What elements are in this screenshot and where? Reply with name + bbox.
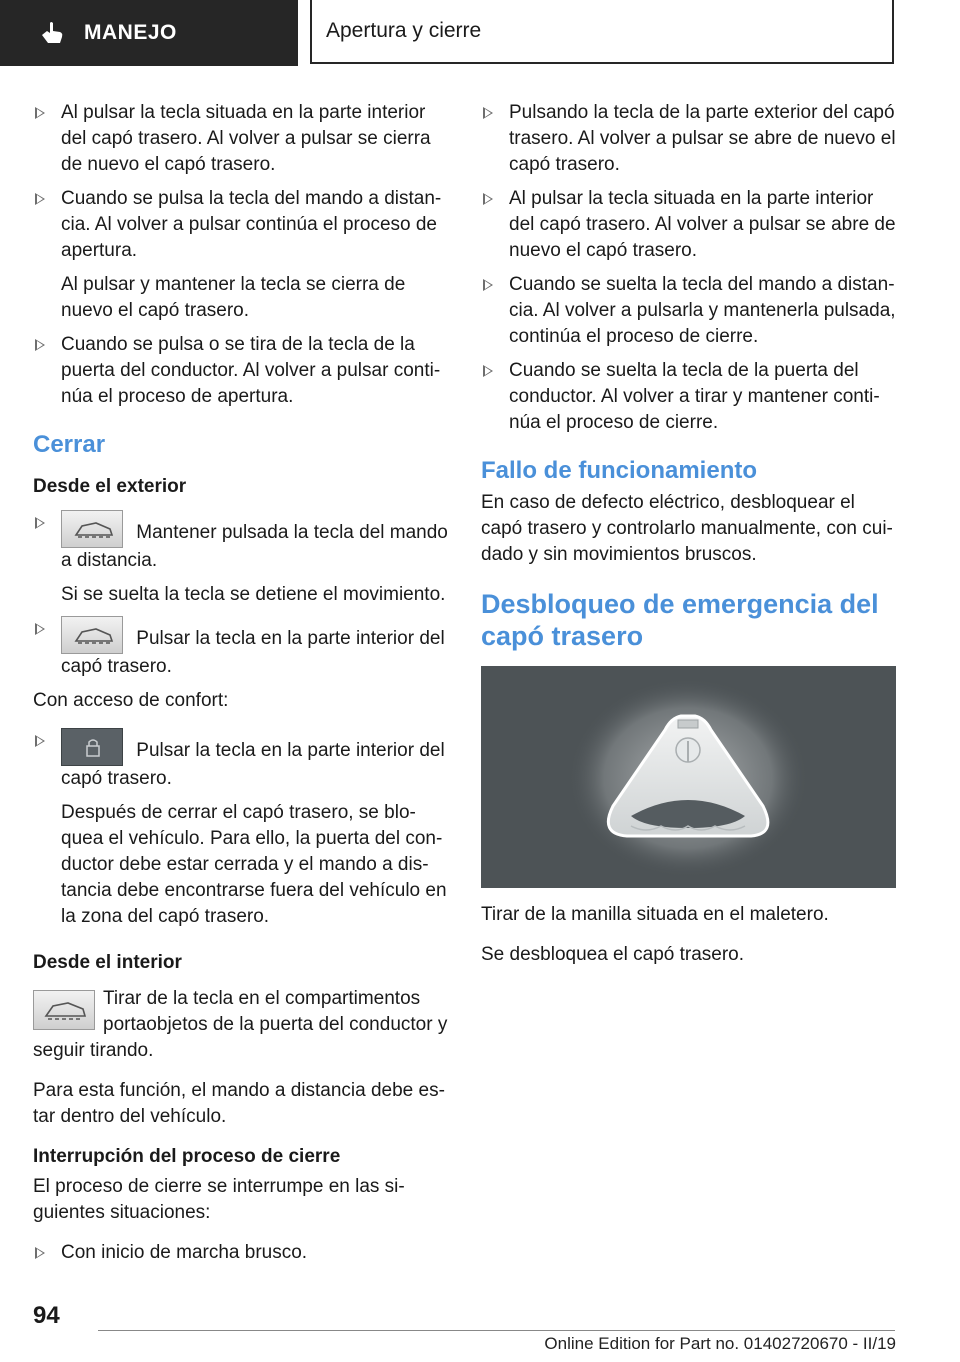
heading-interior: Desde el interior [33, 952, 182, 973]
page-footer [0, 1300, 960, 1362]
right-column [481, 100, 896, 982]
triangle-bullet-icon [483, 107, 493, 119]
list-item: Cuando se pulsa o se tira de la tecla de la puerta del conductor. Al volver a pulsar conti‐ núa el proceso de apertura. [33, 332, 448, 410]
triangle-bullet-icon [35, 517, 45, 529]
page-header [0, 0, 960, 66]
list-item: Pulsando la tecla de la parte exterior del capó trasero. Al volver a pulsar se abre de nuevo el capó trasero. [481, 100, 896, 178]
triangle-bullet-icon [483, 365, 493, 377]
photo-caption: Se desbloquea el capó trasero. [481, 944, 745, 965]
list-item: Al pulsar la tecla situada en la parte interior del capó trasero. Al volver a pulsar se cierra de nuevo el capó trasero. [33, 100, 448, 178]
list-item: Al pulsar la tecla situada en la parte interior del capó trasero. Al volver a pulsar se abre de nuevo el capó trasero. [481, 186, 896, 264]
heading-interrupt: Interrupción del proceso de cierre [33, 1146, 341, 1167]
edition-note: Online Edition for Part no. 01402720670 - II/19 [544, 1334, 896, 1353]
heading-fallo: Fallo de funcionamiento [481, 457, 758, 484]
triangle-bullet-icon [35, 1247, 45, 1259]
emergency-release-photo [481, 666, 896, 888]
paragraph: Tirar de la tecla en el compartimentos portaobjetos de la puerta del conductor y seguir tirando. [33, 988, 448, 1061]
triangle-bullet-icon [35, 107, 45, 119]
list-item: Cuando se suelta la tecla del mando a distan‐ cia. Al volver a pulsarla y mantenerla pulsada, continúa el proceso de cierre. [481, 272, 896, 350]
list-item: Pulsar la tecla en la parte interior del capó trasero. [33, 616, 448, 680]
list-item-note: Si se suelta la tecla se detiene el movimiento. [61, 584, 446, 605]
tailgate-button-icon [33, 990, 95, 1030]
heading-cerrar: Cerrar [33, 431, 106, 458]
photo-caption: Tirar de la manilla situada en el maletero. [481, 904, 829, 925]
section-title: MANEJO [84, 21, 177, 44]
heading-desbloqueo: Desbloqueo de emergencia del capó trasero [481, 589, 879, 651]
page-number: 94 [33, 1302, 60, 1329]
triangle-bullet-icon [483, 193, 493, 205]
list-item: Mantener pulsada la tecla del mando a distancia. [33, 510, 448, 574]
section-tab [0, 0, 298, 66]
list-item-note: Después de cerrar el capó trasero, se blo‐ quea el vehículo. Para ello, la puerta del con‐ ductor debe estar cerrada y el mando a dis‐ tancia debe encontrarse fuera del vehículo en la zona del capó trasero. [61, 802, 447, 927]
chapter-title: Apertura y cierre [326, 19, 482, 42]
tailgate-button-icon [61, 510, 123, 548]
list-item: Cuando se suelta la tecla de la puerta del conductor. Al volver a tirar y mantener conti‐ núa el proceso de cierre. [481, 358, 896, 436]
heading-exterior: Desde el exterior [33, 476, 187, 497]
list-item: Con inicio de marcha brusco. [33, 1240, 448, 1266]
hand-icon [38, 19, 66, 47]
triangle-bullet-icon [35, 735, 45, 747]
list-item-note: Al pulsar y mantener la tecla se cierra de nuevo el capó trasero. [61, 274, 406, 321]
triangle-bullet-icon [483, 279, 493, 291]
chapter-box [310, 0, 894, 64]
paragraph: El proceso de cierre se interrumpe en las si‐ guientes situaciones: [33, 1176, 405, 1223]
triangle-bullet-icon [35, 193, 45, 205]
list-item: Cuando se pulsa la tecla del mando a distan‐ cia. Al volver a pulsar continúa el proceso de apertura. [33, 186, 448, 264]
paragraph: En caso de defecto eléctrico, desbloquear el capó trasero y controlarlo manualmente, con cui‐ dado y sin movimientos bruscos. [481, 492, 893, 565]
triangle-bullet-icon [35, 339, 45, 351]
paragraph: Con acceso de confort: [33, 690, 229, 711]
footer-divider [98, 1330, 895, 1331]
triangle-bullet-icon [35, 623, 45, 635]
left-column [33, 100, 448, 1274]
list-item: Pulsar la tecla en la parte interior del capó trasero. [33, 728, 448, 792]
lock-button-icon [61, 728, 123, 766]
tailgate-button-icon [61, 616, 123, 654]
paragraph: Para esta función, el mando a distancia debe es‐ tar dentro del vehículo. [33, 1080, 445, 1127]
